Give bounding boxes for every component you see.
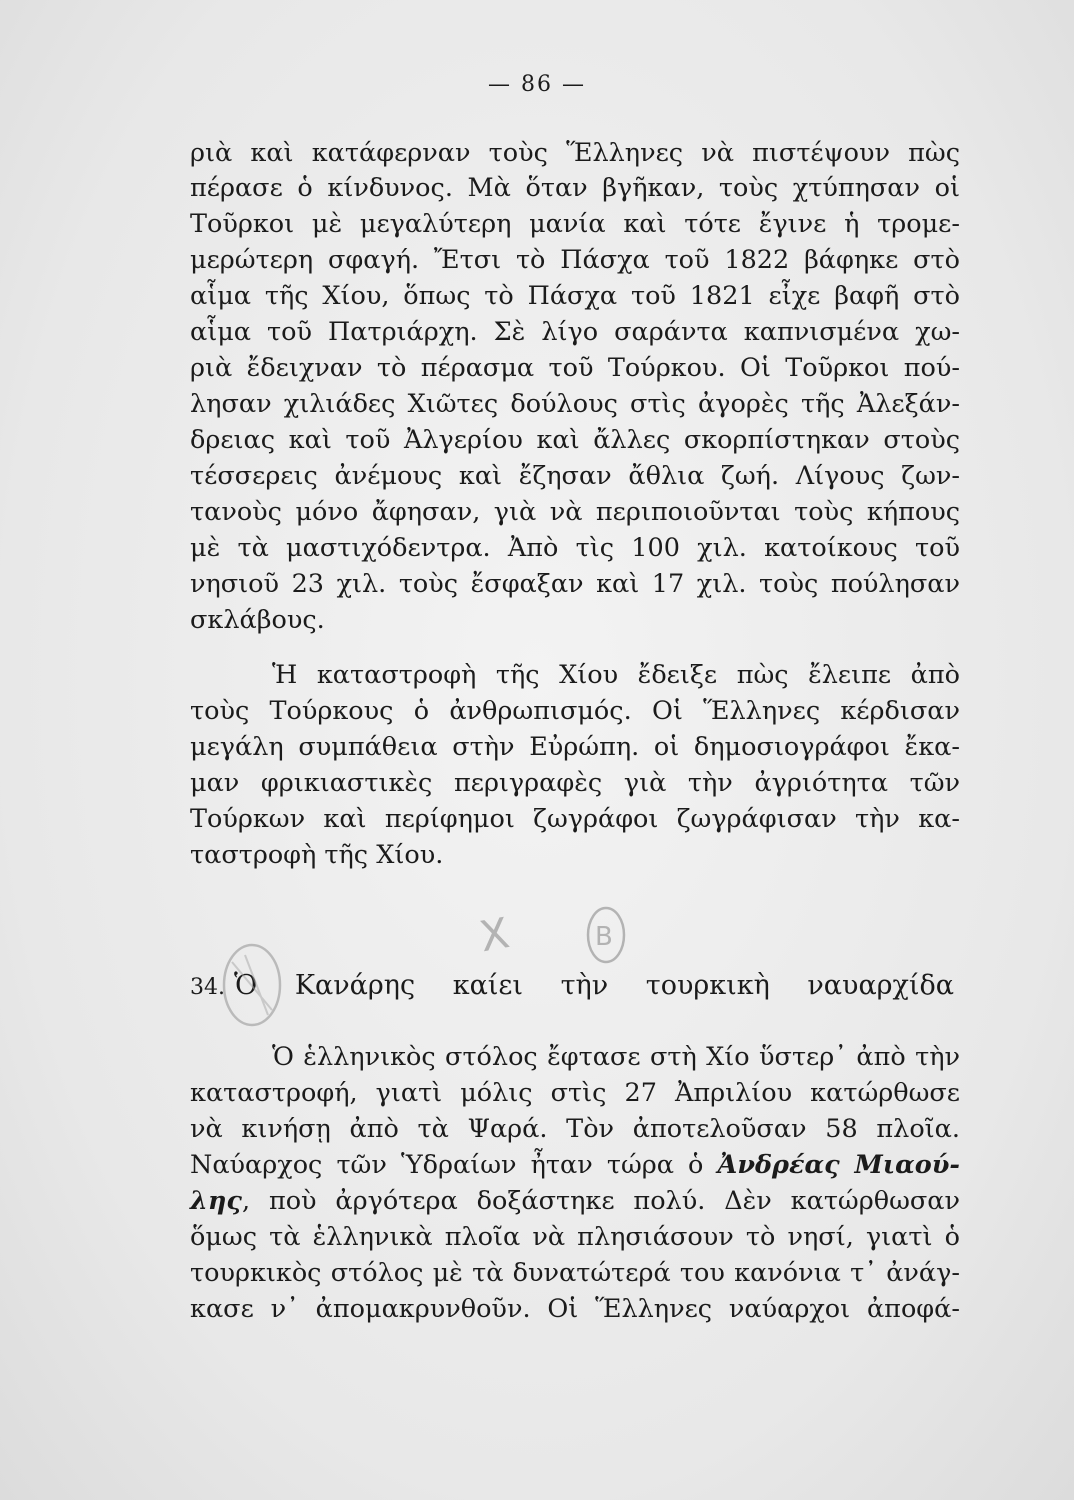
text-line: ριὰ καὶ κατάφερναν τοὺς Ἕλληνες νὰ πιστέψουν πὼς <box>190 138 960 168</box>
text-line: αἷμα τῆς Χίου, ὅπως τὸ Πάσχα τοῦ 1821 εἶχε βαφῆ στὸ <box>190 281 960 311</box>
text-line: ταστροφὴ τῆς Χίου. <box>190 840 444 870</box>
text-run: , ποὺ ἀργότερα δοξάστηκε πολύ. Δὲν κατώρθωσαν <box>241 1186 960 1216</box>
text-line: Ὁ ἑλληνικὸς στόλος ἔφτασε στὴ Χίο ὕστερ᾽ ἀπὸ τὴν <box>272 1042 960 1072</box>
text-line: τανοὺς μόνο ἄφησαν, γιὰ νὰ περιποιοῦνται τοὺς κήπους <box>190 497 960 527</box>
text-line: Ἡ καταστροφὴ τῆς Χίου ἔδειξε πὼς ἔλειπε ἀπὸ <box>272 660 960 690</box>
text-line: μεγάλη συμπάθεια στὴν Εὐρώπη. οἱ δημοσιογράφοι ἔκα- <box>190 732 960 762</box>
text-line: μαν φρικιαστικὲς περιγραφὲς γιὰ τὴν ἀγριότητα τῶν <box>190 768 960 798</box>
text-line: μερώτερη σφαγή. Ἔτσι τὸ Πάσχα τοῦ 1822 βάφηκε στὸ <box>190 245 960 275</box>
pencil-circle-mark <box>588 908 624 962</box>
text-line <box>190 1186 960 1216</box>
text-line: πέρασε ὁ κίνδυνος. Μὰ ὅταν βγῆκαν, τοὺς χτύπησαν οἱ <box>190 173 960 203</box>
text-line: ὅμως τὰ ἑλληνικὰ πλοῖα νὰ πλησιάσουν τὸ νησί, γιατὶ ὁ <box>190 1222 960 1252</box>
text-line: τουρκικὸς στόλος μὲ τὰ δυνατώτερά του κανόνια τ᾽ ἀνάγ- <box>190 1258 960 1288</box>
admiral-name: Ἀνδρέας Μιαού- <box>717 1150 960 1180</box>
page-number: — 86 — <box>488 72 586 97</box>
text-line <box>190 1150 960 1180</box>
text-line: κασε ν᾽ ἀπομακρυνθοῦν. Οἱ Ἕλληνες ναύαρχοι ἀποφά- <box>190 1294 960 1324</box>
text-line: Τούρκων καὶ περίφημοι ζωγράφοι ζωγράφισαν τὴν κα- <box>190 804 960 834</box>
text-line: δρειας καὶ τοῦ Ἀλγερίου καὶ ἄλλες σκορπίστηκαν στοὺς <box>190 425 960 455</box>
section-title: Ὁ Κανάρης καίει τὴν τουρκικὴ ναυαρχίδα <box>234 970 954 1001</box>
text-run: Ναύαρχος τῶν Ὑδραίων ἦταν τώρα ὁ <box>190 1150 718 1180</box>
text-line: μὲ τὰ μαστιχόδεντρα. Ἀπὸ τὶς 100 χιλ. κατοίκους τοῦ <box>190 533 960 563</box>
text-line: καταστροφή, γιατὶ μόλις στὶς 27 Ἀπριλίου κατώρθωσε <box>190 1078 960 1108</box>
pencil-letter-mark: Χ <box>475 908 513 962</box>
pencil-circled-letter: Β <box>595 922 613 952</box>
text-line: νησιοῦ 23 χιλ. τοὺς ἔσφαξαν καὶ 17 χιλ. τοὺς πούλησαν <box>190 569 960 599</box>
text-line: νὰ κινήσῃ ἀπὸ τὰ Ψαρά. Τὸν ἀποτελοῦσαν 58 πλοῖα. <box>190 1114 960 1144</box>
text-line: λησαν χιλιάδες Χιῶτες δούλους στὶς ἀγορὲς τῆς Ἀλεξάν- <box>190 389 960 419</box>
text-line: ριὰ ἔδειχναν τὸ πέρασμα τοῦ Τούρκου. Οἱ Τοῦρκοι πού- <box>190 353 960 383</box>
text-line: Τοῦρκοι μὲ μεγαλύτερη μανία καὶ τότε ἔγινε ἡ τρομε- <box>190 209 960 239</box>
admiral-name-continued: λης <box>190 1186 242 1216</box>
section-number: 34. <box>190 975 225 1000</box>
text-line: σκλάβους. <box>190 605 325 635</box>
text-line: τοὺς Τούρκους ὁ ἀνθρωπισμός. Οἱ Ἕλληνες κέρδισαν <box>190 696 960 726</box>
text-line: τέσσερεις ἀνέμους καὶ ἔζησαν ἄθλια ζωή. Λίγους ζων- <box>190 461 960 491</box>
text-line: αἷμα τοῦ Πατριάρχη. Σὲ λίγο σαράντα καπνισμένα χω- <box>190 317 960 347</box>
section-heading <box>190 968 960 1006</box>
